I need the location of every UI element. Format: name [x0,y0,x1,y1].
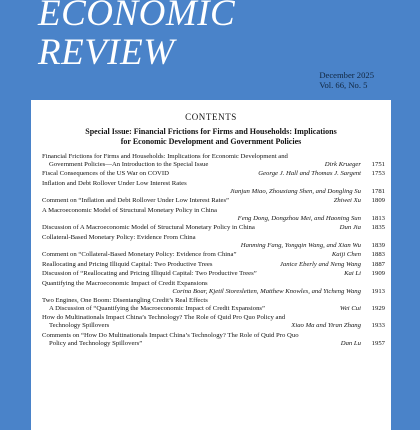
toc-entry-authors: Jianjun Miao, Zhouxiang Shen, and Dongling Su [229,187,361,195]
toc-entry-authors: Janice Eberly and Neng Wang [279,260,361,268]
toc-entry-page: 1813 [371,214,385,222]
toc-entry-title: Discussion of A Macroeconomic Model of Structural Monetary Policy in China [42,224,255,232]
toc-entry [42,153,385,169]
toc-entry-title: Two Engines, One Boom: Disentangling Credit’s Real Effects [42,297,208,305]
toc-entry [42,297,385,313]
toc-entry [42,207,385,223]
toc-entry-authors: Kai Li [344,270,361,278]
toc-entry-title: Inflation and Debt Rollover Under Low Interest Rates [42,179,187,187]
toc-entry-title: Quantifying the Macroeconomic Impact of Credit Expansions [42,279,208,287]
toc-entry-page: 1887 [371,260,385,268]
toc-entry-page: 1781 [371,187,385,195]
toc-entry-page: 1835 [371,224,385,232]
special-issue-line-2: for Economic Development and Government Policies [120,136,302,146]
toc-entry-authors: Hanming Fang, Yongqin Wang, and Xian Wu [240,241,361,249]
toc-entry [42,261,385,269]
toc-entry-title: Discussion of “Reallocating and Pricing Illiquid Capital: Two Productive Trees” [42,270,257,278]
toc-entry-title: Fiscal Consequences of the US War on COVID [42,170,169,178]
toc-entry-authors: Kaiji Chen [331,251,361,259]
toc-entry-authors: Wei Cui [339,304,361,312]
toc-entry-page: 1933 [371,322,385,330]
toc-entry-title: Reallocating and Pricing Illiquid Capital: Two Productive Trees [42,260,213,268]
toc-entry-title: A Macroeconomic Model of Structural Monetary Policy in China [42,206,217,214]
contents-panel [31,100,391,430]
toc-entry-authors: Zhiwei Xu [333,197,361,205]
toc-entry [42,251,385,259]
toc-entry [42,170,385,178]
toc-entry-title: Comments on “How Do Multinationals Impact China’s Technology? The Role of Quid Pro Quo [42,331,299,339]
issue-volume: Vol. 66, No. 5 [319,80,368,90]
toc-entry [42,314,385,330]
toc-entry-page: 1839 [371,241,385,249]
toc-entry-authors: Xiao Ma and Yiran Zhang [291,322,361,330]
toc-entry-authors: George J. Hall and Thomas J. Sargent [258,170,361,178]
toc-entry-authors: Dirk Krueger [324,160,361,168]
toc-entry-title: Government Policies—An Introduction to the Special Issue [49,160,209,168]
toc-entry-page: 1883 [371,251,385,259]
issue-info [319,70,374,90]
toc-entry [42,332,385,348]
toc-entry [42,197,385,205]
toc-entry-title: Policy and Technology Spillovers” [49,339,143,347]
toc-entry-title: Comment on “Inflation and Debt Rollover Under Low Interest Rates” [42,197,230,205]
toc-entry-page: 1929 [371,304,385,312]
toc-entry-title: Financial Frictions for Firms and Households: Implications for Economic Development and [42,153,288,160]
toc-entry [42,180,385,196]
toc-entry-page: 1809 [371,197,385,205]
toc-entry-title: Technology Spillovers [49,322,110,330]
toc-entry-page: 1913 [371,287,385,295]
issue-date: December 2025 [319,70,374,80]
special-issue-title [51,127,371,146]
toc-entry-title: Collateral-Based Monetary Policy: Evidence From China [42,233,196,241]
toc-entry-authors: Dan Lu [340,339,361,347]
toc-entry-title: Comment on “Collateral-Based Monetary Policy: Evidence from China” [42,251,237,259]
toc-entry-page: 1909 [371,270,385,278]
special-issue-line-1: Special Issue: Financial Frictions for Firms and Households: Implications [85,127,337,136]
toc-entry-authors: Feng Dong, Dongzhou Mei, and Haoning Sun [237,214,361,222]
toc-entry-title: How do Multinationals Impact China’s Technology? The Role of Quid Pro Quo Policy and [42,314,286,322]
toc-entry-page: 1753 [371,170,385,178]
toc-entry-page: 1751 [371,160,385,168]
masthead-line-1: ECONOMIC [38,0,236,34]
table-of-contents [42,153,385,348]
toc-entry [42,280,385,296]
toc-entry-title: A Discussion of “Quantifying the Macroeconomic Impact of Credit Expansions” [49,304,265,312]
masthead-line-2: REVIEW [38,32,175,73]
toc-entry-page: 1957 [371,339,385,347]
toc-entry-authors: Dun Jia [339,224,361,232]
toc-entry [42,224,385,232]
toc-entry [42,270,385,278]
toc-entry-authors: Corina Boar, Kjetil Storesletten, Matthew Knowles, and Yicheng Wang [172,287,361,295]
toc-entry [42,234,385,250]
journal-masthead [38,0,235,72]
contents-heading: CONTENTS [185,112,237,122]
